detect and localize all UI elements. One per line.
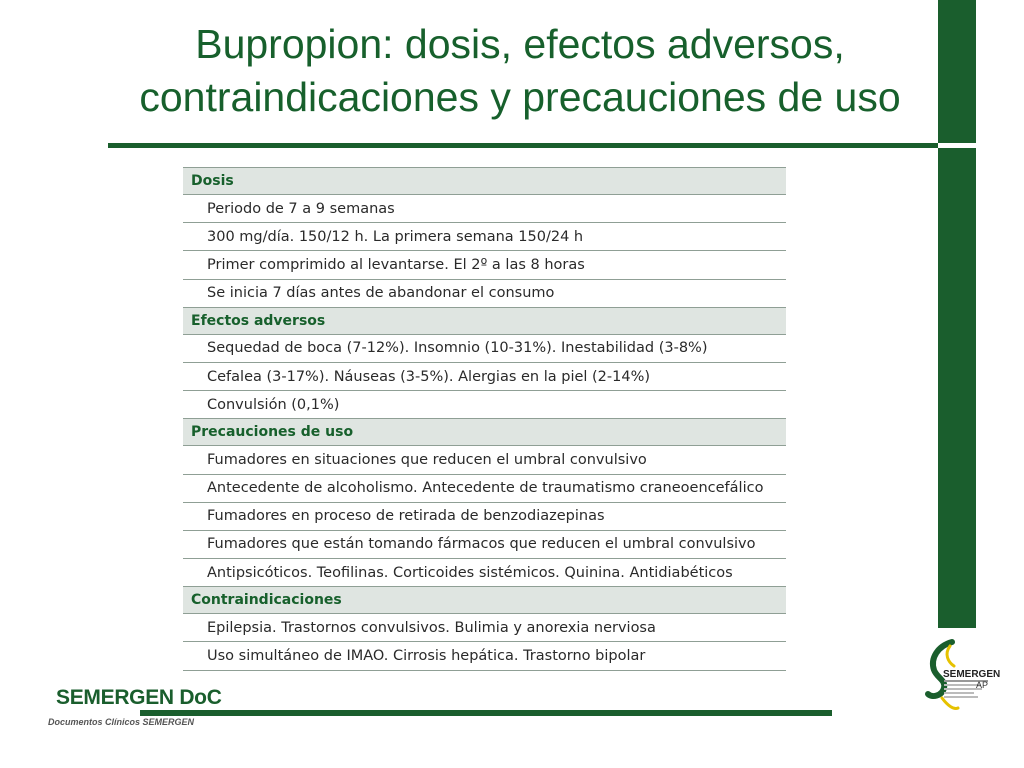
table-row: Uso simultáneo de IMAO. Cirrosis hepática. Trastorno bipolar bbox=[183, 642, 786, 670]
table-row: Convulsión (0,1%) bbox=[183, 391, 786, 419]
table-row: Fumadores en situaciones que reducen el umbral convulsivo bbox=[183, 446, 786, 474]
accent-bar-gap bbox=[938, 143, 976, 148]
info-table bbox=[183, 167, 786, 671]
slide-title-line-2: contraindicaciones y precauciones de uso bbox=[139, 74, 901, 120]
table-row: Cefalea (3-17%). Náuseas (3-5%). Alergias en la piel (2-14%) bbox=[183, 363, 786, 391]
table-row: Epilepsia. Trastornos convulsivos. Bulimia y anorexia nerviosa bbox=[183, 614, 786, 642]
section-heading-precauciones: Precauciones de uso bbox=[183, 419, 786, 446]
slide-title-line-1: Bupropion: dosis, efectos adversos, bbox=[195, 21, 845, 67]
slide-title bbox=[60, 18, 980, 124]
footer-subtitle: Documentos Clínicos SEMERGEN bbox=[48, 717, 195, 727]
section-heading-efectos-adversos: Efectos adversos bbox=[183, 308, 786, 335]
right-accent-bar bbox=[938, 0, 976, 628]
table-row: Antipsicóticos. Teofilinas. Corticoides sistémicos. Quinina. Antidiabéticos bbox=[183, 559, 786, 587]
section-heading-contraindicaciones: Contraindicaciones bbox=[183, 587, 786, 614]
table-row: Primer comprimido al levantarse. El 2º a las 8 horas bbox=[183, 251, 786, 279]
title-divider bbox=[108, 143, 974, 148]
table-row: 300 mg/día. 150/12 h. La primera semana 150/24 h bbox=[183, 223, 786, 251]
footer-divider bbox=[140, 710, 832, 716]
logo-suffix: AP bbox=[976, 680, 989, 690]
footer-brand: SEMERGEN DoC bbox=[56, 686, 222, 709]
table-row: Fumadores que están tomando fármacos que reducen el umbral convulsivo bbox=[183, 531, 786, 559]
table-row: Periodo de 7 a 9 semanas bbox=[183, 195, 786, 223]
table-row: Se inicia 7 días antes de abandonar el consumo bbox=[183, 280, 786, 308]
table-row: Fumadores en proceso de retirada de benzodiazepinas bbox=[183, 503, 786, 531]
table-row: Antecedente de alcoholismo. Antecedente de traumatismo craneoencefálico bbox=[183, 475, 786, 503]
logo-text: SEMERGEN bbox=[943, 669, 1001, 680]
table-row: Sequedad de boca (7-12%). Insomnio (10-31%). Inestabilidad (3-8%) bbox=[183, 335, 786, 363]
section-heading-dosis: Dosis bbox=[183, 168, 786, 195]
